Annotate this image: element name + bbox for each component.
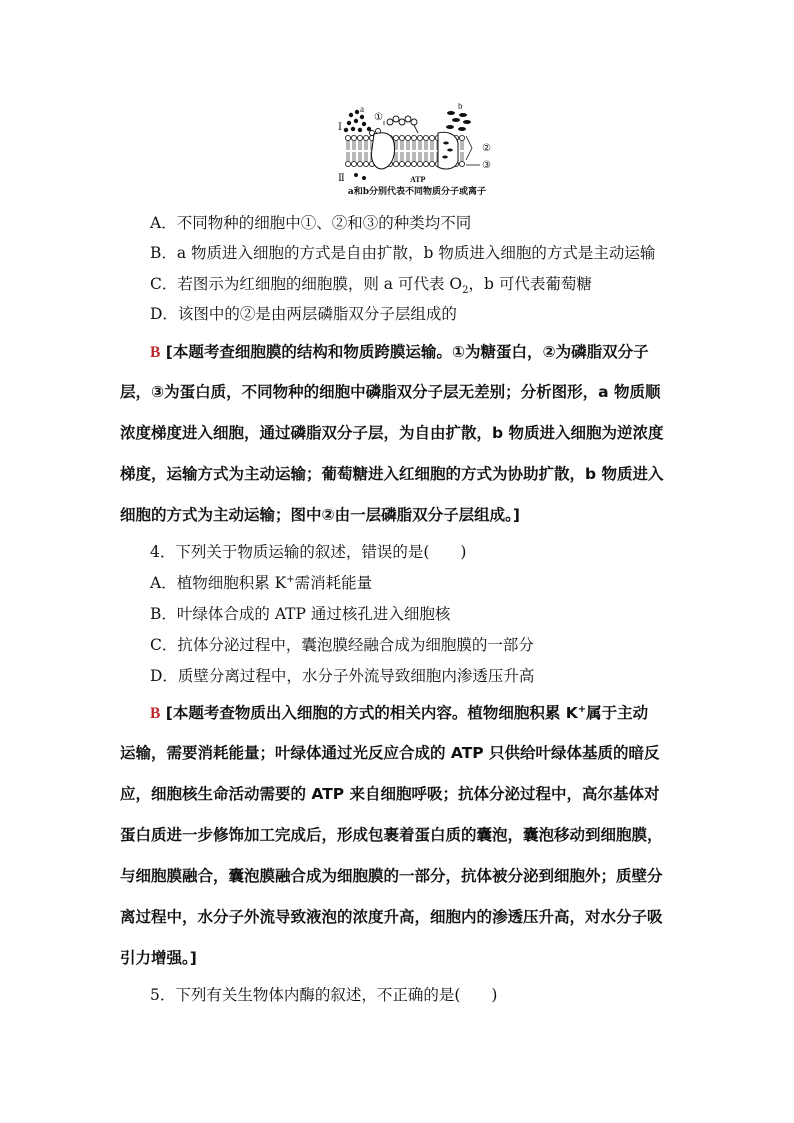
q4-explanation-line-4: 蛋白质进一步修饰加工完成后，形成包裹着蛋白质的囊泡，囊泡移动到细胞膜，: [120, 826, 663, 844]
label-atp: ATP: [410, 175, 426, 184]
phospholipid-bilayer: [344, 132, 465, 169]
q3-option-c: C．若图示为红细胞的细胞膜，则 a 可代表 $O_2$，b 可代表葡萄糖: [150, 275, 592, 297]
q4-explanation-line-2: 运输，需要消耗能量；叶绿体通过光反应合成的 ATP 只供给叶绿体基质的暗反: [120, 744, 660, 762]
q4-option-b: B．叶绿体合成的 ATP 通过核孔进入细胞核: [150, 605, 451, 623]
molecule-a-inside-dots: [354, 173, 366, 180]
q4-explanation-line-3: 应，细胞核生命活动需要的 ATP 来自细胞呼吸；抗体分泌过程中，高尔基体对: [120, 785, 660, 803]
label-bilayer: ②: [482, 143, 491, 154]
q3-option-a: A．不同物种的细胞中①、②和③的种类均不同: [150, 214, 472, 232]
label-b: b: [458, 103, 463, 111]
q3-option-b: B．a 物质进入细胞的方式是自由扩散，b 物质进入细胞的方式是主动运输: [150, 244, 656, 262]
q4-answer-letter: B: [150, 705, 161, 722]
label-a: a: [360, 104, 364, 114]
q3-answer-letter: B: [150, 344, 161, 361]
q4-option-c: C．抗体分泌过程中，囊泡膜经融合成为细胞膜的一部分: [150, 636, 534, 654]
q4-explanation-line-5: 与细胞膜融合，囊泡膜融合成为细胞膜的一部分，抗体被分泌到细胞外；质壁分: [120, 867, 663, 885]
q4-explanation-line-6: 离过程中，水分子外流导致液泡的浓度升高，细胞内的渗透压升高，对水分子吸: [120, 908, 663, 926]
figure-caption: a和b分别代表不同物质分子或离子: [347, 187, 487, 197]
q3-explanation-line-5: 细胞的方式为主动运输；图中②由一层磷脂双分子层组成。]: [120, 506, 520, 524]
label-side-outer: Ⅰ: [338, 122, 342, 133]
q3-option-d: D．该图中的②是由两层磷脂双分子层组成的: [150, 305, 457, 323]
q4-option-d: D．质壁分离过程中，水分子外流导致细胞内渗透压升高: [150, 667, 535, 685]
q4-stem: 4．下列关于物质运输的叙述，错误的是( ): [150, 543, 467, 561]
q3-explanation-line-2: 层，③为蛋白质，不同物种的细胞中磷脂双分子层无差别；分析图形，a 物质顺: [120, 383, 661, 401]
molecule-b-ovals: [446, 111, 471, 131]
label-side-inner: Ⅱ: [338, 173, 345, 184]
cell-membrane-diagram: [334, 103, 504, 197]
q3-explanation-line-1: B [本题考查细胞膜的结构和物质跨膜运输。①为糖蛋白，②为磷脂双分子: [150, 343, 649, 361]
q4-option-a: A．植物细胞积累 K+需消耗能量: [150, 573, 373, 592]
q4-explanation-line-7: 引力增强。]: [120, 949, 197, 967]
q3-explanation-line-4: 梯度，运输方式为主动运输；葡萄糖进入红细胞的方式为协助扩散，b 物质进入: [120, 465, 664, 483]
label-glycoprotein: ①: [374, 112, 383, 123]
label-protein: ③: [482, 160, 491, 171]
q4-explanation-line-1: B [本题考查物质出入细胞的方式的相关内容。植物细胞积累 K+属于主动: [150, 703, 649, 722]
q5-stem: 5．下列有关生物体内酶的叙述，不正确的是( ): [150, 986, 498, 1004]
q3-explanation-line-3: 浓度梯度进入细胞，通过磷脂双分子层，为自由扩散，b 物质进入细胞为逆浓度: [120, 424, 664, 442]
molecule-a-dots: [344, 110, 371, 132]
